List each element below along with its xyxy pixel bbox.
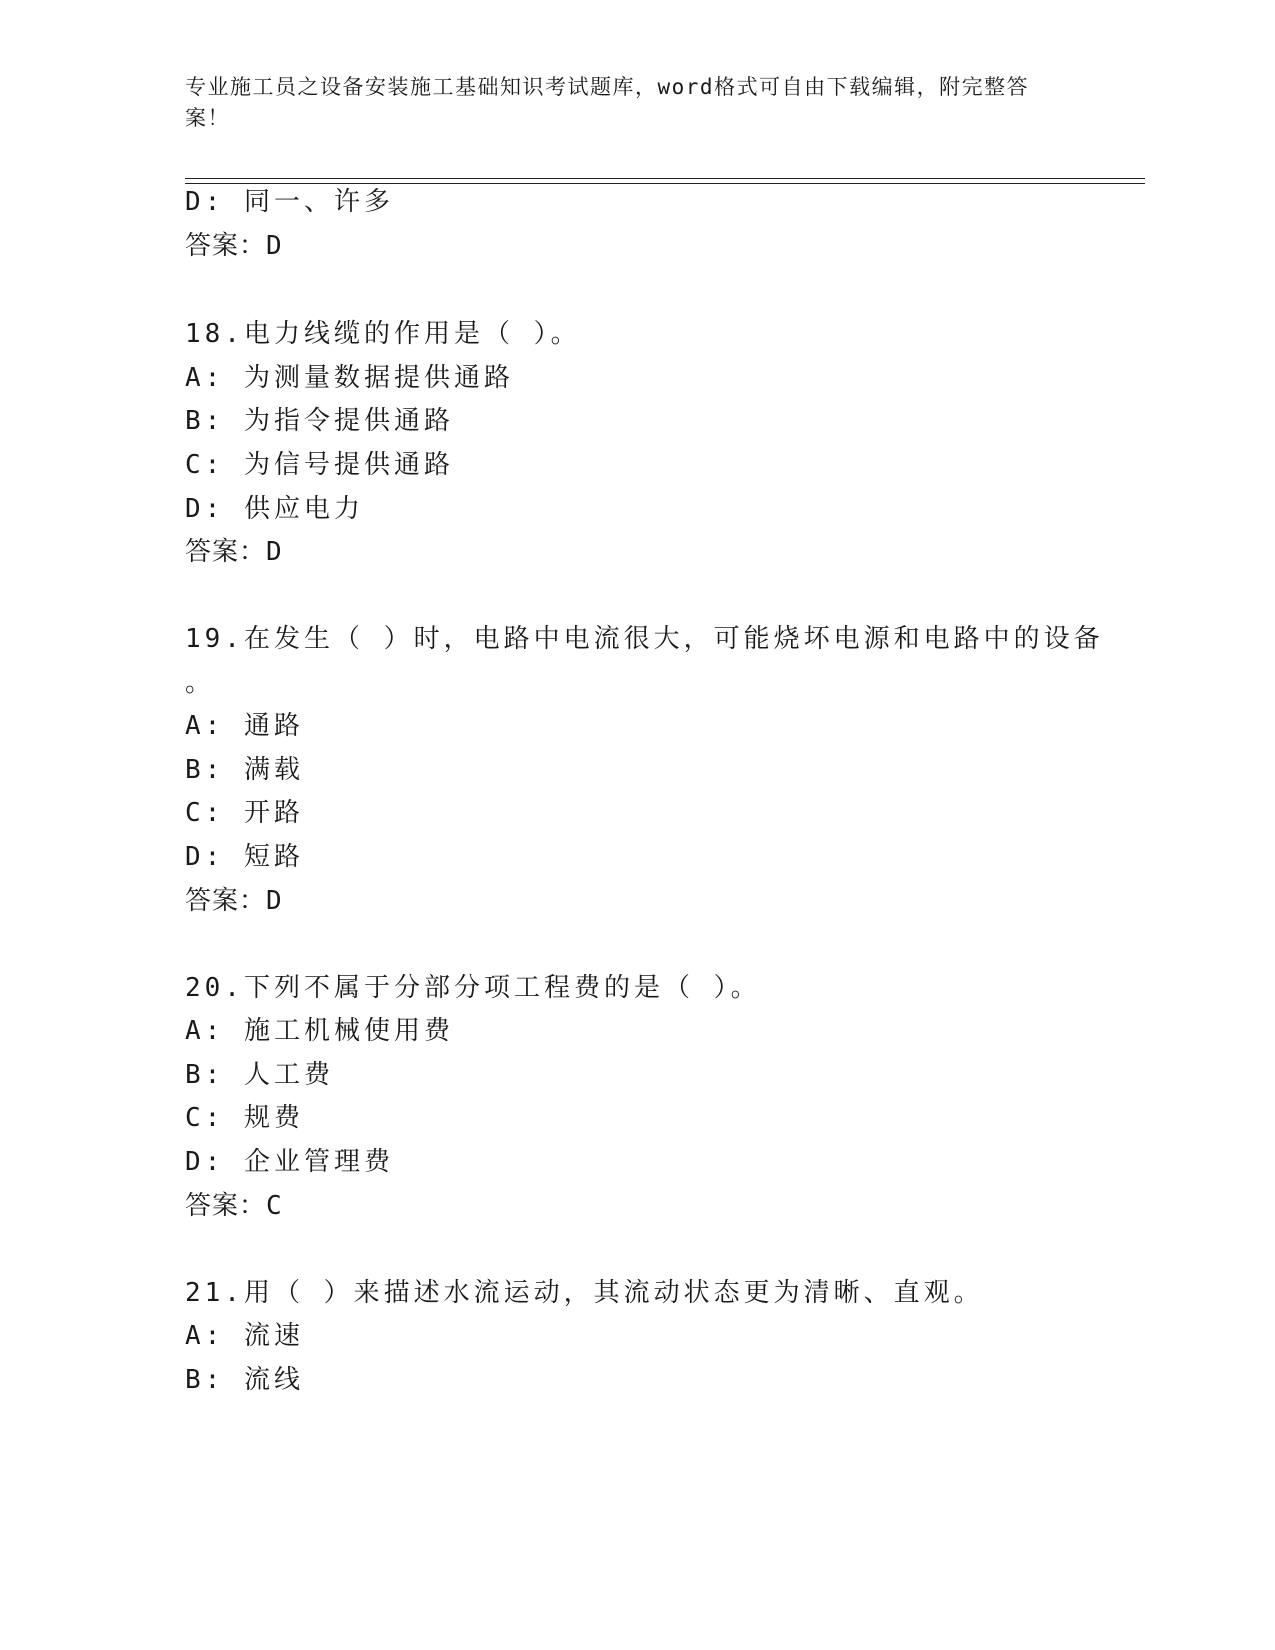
option-b: B: 流线 xyxy=(185,1365,304,1395)
option-d: D: 企业管理费 xyxy=(185,1147,394,1177)
question-stem: 19.在发生（ ）时，电路中电流很大，可能烧坏电源和电路中的设备 xyxy=(185,624,1104,654)
option-b: B: 为指令提供通路 xyxy=(185,406,454,436)
option-d: D: 供应电力 xyxy=(185,494,364,524)
option-c: C: 规费 xyxy=(185,1103,304,1133)
option-a: A: 流速 xyxy=(185,1321,304,1351)
header-divider-top xyxy=(185,178,1145,179)
option-d: D: 短路 xyxy=(185,842,304,872)
option-a: A: 为测量数据提供通路 xyxy=(185,363,514,393)
answer-line: 答案：D xyxy=(185,886,283,916)
answer-line: 答案：D xyxy=(185,231,283,261)
option-b: B: 满载 xyxy=(185,755,304,785)
page-header: 专业施工员之设备安装施工基础知识考试题库，word格式可自由下载编辑，附完整答案！ xyxy=(185,75,1030,130)
option-a: A: 施工机械使用费 xyxy=(185,1016,454,1046)
question-stem: 21.用（ ）来描述水流运动，其流动状态更为清晰、直观。 xyxy=(185,1278,984,1308)
option-c: C: 开路 xyxy=(185,798,304,828)
question-stem: 20.下列不属于分部分项工程费的是（ ）。 xyxy=(185,973,761,1003)
answer-line: 答案：C xyxy=(185,1191,283,1221)
option-b: B: 人工费 xyxy=(185,1060,334,1090)
header-divider-bottom xyxy=(185,183,1145,184)
question-stem: 18.电力线缆的作用是（ ）。 xyxy=(185,319,581,349)
option-d: D: 同一、许多 xyxy=(185,187,394,217)
option-a: A: 通路 xyxy=(185,711,304,741)
answer-line: 答案：D xyxy=(185,537,283,567)
option-c: C: 为信号提供通路 xyxy=(185,450,454,480)
question-stem-continuation: 。 xyxy=(185,668,216,698)
